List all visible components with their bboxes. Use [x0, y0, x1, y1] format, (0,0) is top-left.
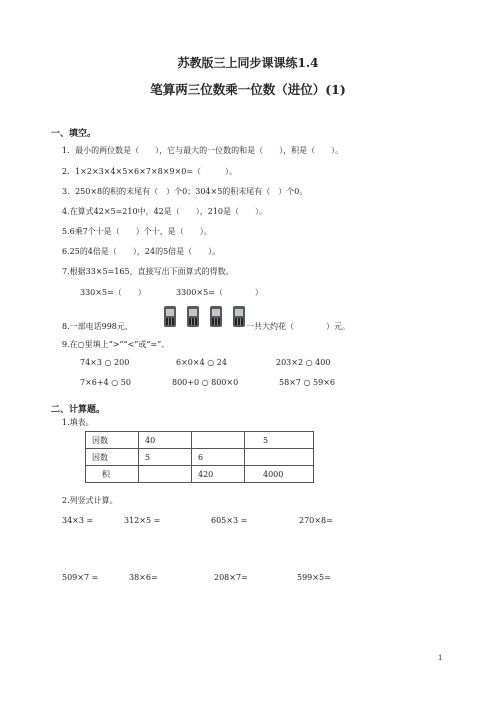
question-6: 6.25的4倍是（ ），24的5倍是（ ）。 — [62, 247, 221, 256]
question-7a: 330×5=（ ） — [80, 288, 146, 297]
table-row — [86, 432, 314, 449]
calc-1: 34×3 = — [62, 516, 94, 525]
compare-3: 203×2 ○ 400 — [276, 358, 331, 367]
compare-6: 58×7 ○ 59×6 — [279, 378, 336, 387]
table-cell — [139, 466, 192, 483]
question-5: 5.6乘7个十是（ ）个十，是（ ）。 — [62, 227, 212, 236]
table-row — [86, 466, 314, 483]
fill-table — [85, 431, 314, 483]
compare-2: 6×0×4 ○ 24 — [176, 358, 227, 367]
question-3: 3．250×8的积的末尾有（ ）个0；304×5的积末尾有（ ）个0。 — [62, 187, 308, 196]
section1-heading: 一、填空。 — [51, 129, 97, 139]
table-cell: 积 — [86, 466, 139, 483]
page-title: 苏教版三上同步课课练1.4 — [177, 56, 319, 70]
table-cell: 因数 — [86, 449, 139, 466]
compare-4: 7×6+4 ○ 50 — [80, 378, 131, 387]
phone-icon — [233, 306, 245, 327]
phone-icon — [187, 306, 199, 327]
table-cell: 5 — [245, 432, 314, 449]
section2-heading: 二、计算题。 — [51, 405, 106, 415]
question-1: 1．最小的两位数是（ ），它与最大的一位数的和是（ ），积是（ ）。 — [62, 146, 344, 155]
calc-6: 38×6= — [129, 573, 158, 582]
question-8-left: 8.一部电话998元， — [62, 322, 133, 331]
phone-images — [164, 306, 245, 327]
calc-4: 270×8= — [299, 516, 333, 525]
phone-icon — [210, 306, 222, 327]
calc-8: 599×5= — [297, 573, 331, 582]
phone-icon — [164, 306, 176, 327]
page-number: 1 — [438, 654, 443, 662]
table-cell: 40 — [139, 432, 192, 449]
table-cell: 420 — [192, 466, 245, 483]
page-subtitle: 笔算两三位数乘一位数（进位）(1) — [150, 82, 346, 97]
compare-1: 74×3 ○ 200 — [80, 358, 130, 367]
vertical-calc-label: 2.列竖式计算。 — [62, 496, 118, 505]
table-cell: 6 — [192, 449, 245, 466]
table-cell: 因数 — [86, 432, 139, 449]
question-7b: 3300×5=（ ） — [176, 288, 263, 297]
question-4: 4.在算式42×5=210中，42是（ ），210是（ ）。 — [62, 207, 268, 216]
question-2: 2．1×2×3×4×5×6×7×8×9×0=（ ）。 — [62, 167, 238, 176]
table-row — [86, 449, 314, 466]
calc-5: 509×7 = — [62, 573, 99, 582]
compare-5: 800+0 ○ 800×0 — [172, 378, 239, 387]
table-cell — [245, 449, 314, 466]
question-7: 7.根据33×5=165，直接写出下面算式的得数。 — [62, 267, 234, 276]
calc-2: 312×5 = — [124, 516, 161, 525]
table-cell: 5 — [139, 449, 192, 466]
fill-table-label: 1.填表。 — [62, 418, 94, 427]
table-cell — [192, 432, 245, 449]
question-8-right: 一共大约花（ ）元。 — [246, 322, 350, 331]
table-cell: 4000 — [245, 466, 314, 483]
calc-7: 208×7= — [214, 573, 248, 582]
calc-3: 605×3 = — [211, 516, 248, 525]
question-9: 9.在○里填上“>”“<”或“=”。 — [62, 340, 170, 349]
